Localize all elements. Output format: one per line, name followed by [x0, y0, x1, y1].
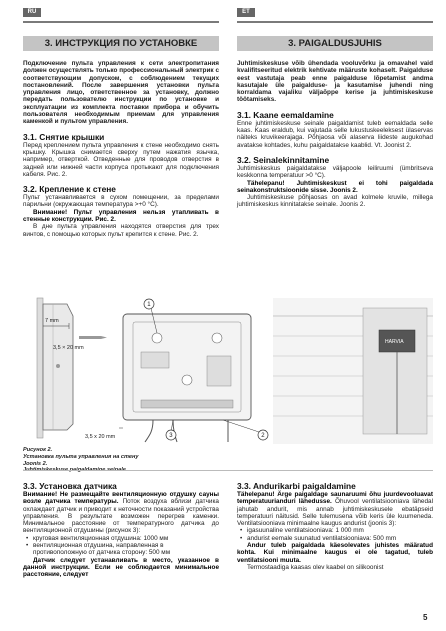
et-warning-3-2: Tähelepanu! Juhtimiskeskust ei tohi paigaldada seinakonstruktsioonide sisse. Joonis 2. [237, 179, 433, 194]
header-rule-right [237, 21, 433, 23]
ru-heading-3-1: 3.1. Снятие крышки [23, 131, 105, 142]
unit-front-view [123, 314, 251, 420]
wall [37, 298, 43, 438]
et-cable-note: Termostaadiga kaasas olev kaabel on silikoonist [247, 563, 384, 571]
unit-brand-mark: HARVIA [385, 339, 404, 345]
cables [145, 420, 228, 442]
header-rule-left [23, 21, 219, 23]
ru-heading-3-3: 3.3. Установка датчика [23, 481, 117, 491]
et-text-3-1: Enne juhtimiskeskuse seinale paigaldamist tuleb eemaldada selle kaas. Kaas eraldub, kui vajutada selle lukustuskeeleksest ülaservas näiteks kruvikeerajaga. Põhjaosa või alaserva liideste augukohad avatakse kohtades, kuhu paigaldatakse kaablid. Vt. Joonist 2. [237, 119, 433, 149]
caption-ru: Рисунок 2. Установка пульта управления на стену [23, 447, 139, 460]
ru-distance-list [23, 535, 219, 557]
et-distance-list [237, 527, 433, 542]
room-illustration [273, 298, 433, 444]
page-number: 5 [423, 613, 428, 622]
figure-wall-mounting [23, 296, 433, 444]
list-item: • круговая вентиляционная отдушина: 1000 мм [33, 535, 219, 542]
caption-et: Joonis 2. [23, 460, 48, 467]
ru-heading-3-2: 3.2. Крепление к стене [23, 184, 116, 195]
dim-7mm-label: 7 mm [45, 318, 59, 324]
et-upper-column [237, 36, 433, 209]
et-heading-3-2: 3.2. Seinalekinnitamine [237, 154, 330, 165]
ru-section-title: 3. ИНСТРУКЦИЯ ПО УСТАНОВКЕ [23, 36, 219, 51]
et-text-3-2-a: Juhtimiskeskus paigaldatakse väljapoole leiliruumi (ümbritseva keskkonna temperatuur >0 °C). [237, 164, 433, 180]
ru-intro: Подключение пульта управления к сети электропитания должен осуществлять только профессиональный электрик с соответствующим допуском, с соблюдением текущих постановлений. После завершения установки пульта управления лицо, ответственное за установку, должно передать пользователю инструкции по установке и эксплуатации из комплекта поставки прибора и обучить пользователя необходимым приемам для управления каменкой и пультом управления. [23, 60, 219, 126]
screw-upper [79, 336, 107, 339]
ru-warning-3-2: Внимание! Пульт управления нельзя утапливать в стенные конструкции. Рис. 2. [23, 208, 219, 224]
et-heading-3-1: 3.1. Kaane eemaldamine [237, 109, 334, 120]
et-text-3-2-b: Juhtimiskeskuse põhjaosas on avad kolmele kruvile, millega juhtimiskeskus kinnitatakse seinale. Joonis 2. [237, 194, 433, 209]
list-item: • andurist eemale suunatud ventilatsiooniava: 500 mm [247, 535, 433, 542]
et-section-title: 3. PAIGALDUSJUHIS [237, 36, 433, 51]
dim-screw-label-b: 3,5 x 20 mm [85, 434, 116, 440]
callout-3: 3 [169, 433, 173, 439]
et-warning-3-3: Tähelepanu! Ärge paigaldage saunaruumi õhu juurdevooluavat temperatuurianduri lähedusse. Õhuvool ventilatsiooniava lähedal jahutab andurit, mis annab juhtimiskeskusele ebatäpseid temperatuuri näitusid. Selle tulemusena võib keris üle kuumeneda. Ventilatsiooniava minimaalne kaugus andurist (joonis 3): [237, 491, 433, 528]
ru-text-3-2-a: Пульт устанавливается в сухом помещении, за пределами парильни (окружающая температура >+0 °С). [23, 194, 219, 209]
ru-text-3-2-b: В днe пульта управления находятся отверстия для трех винтов, с помощью которых пульт крепится к стене. Рис. 2. [23, 223, 219, 238]
list-item: • igasuunaline ventilatsiooniava: 1 000 mm [247, 527, 433, 534]
dim-screw-label-a: 3,5 × 20 mm [53, 345, 84, 351]
ru-text-3-1: Перед креплением пульта управления к стене необходимо снять крышку. Крышка снимается сверху путем нажатия язычка, например, отверткой. Отведенные для проводов отверстия в задней или нижней части корпуса протыкают для подключения кабеля. Рис. 2. [23, 141, 219, 178]
et-heading-3-3: 3.3. Andurikarbi paigaldamine [237, 481, 356, 491]
language-badge-ru: RU [23, 8, 41, 17]
caption-divider [23, 470, 433, 471]
list-item: • вентиляционная отдушина, направленная в противоположную от датчика сторону: 500 мм [33, 542, 219, 557]
language-badge-et: ET [237, 8, 255, 17]
callout-1: 1 [147, 302, 151, 308]
ru-warning-3-3: Внимание! Не размещайте вентиляционную отдушку сауны возле датчика температуры. Поток воздуха вблизи датчика охлаждает датчик и приводит к неточности показаний устройства управления. В результате возможен перегрев каменки. Минимальное расстояние от температурного датчика до вентиляционной отдушины (рисунок 3): [23, 491, 219, 535]
callout-2: 2 [261, 433, 265, 439]
ru-lower-column [23, 481, 219, 579]
ru-sensor-note: Датчик следует устанавливать в место, указанное в данной инструкции. Если не соблюдается минимальное расстояние, следует [23, 556, 219, 579]
et-lower-column [237, 481, 433, 571]
et-sensor-note: Andur tuleb paigaldada käesolevates juhistes määratud kohta. Kui minimaalne kaugus ei ole tagatud, tuleb ventilatsiooni muuta. [237, 542, 433, 564]
et-intro: Juhtimiskeskuse võib ühendada vooluvõrku ja omavahel vaid kvalifitseeritud elektrik kehtivate määruste kohaselt. Paigalduse eest vastutaja peab enne paigalduse lõpetamist andma kasutajale üle paigalduse- ja kasutamise juhendi ning korraldama vajaliku väljaõppe kerise ja juhtimiskeskuse töötamiseks. [237, 60, 433, 104]
ru-upper-column [23, 36, 219, 238]
